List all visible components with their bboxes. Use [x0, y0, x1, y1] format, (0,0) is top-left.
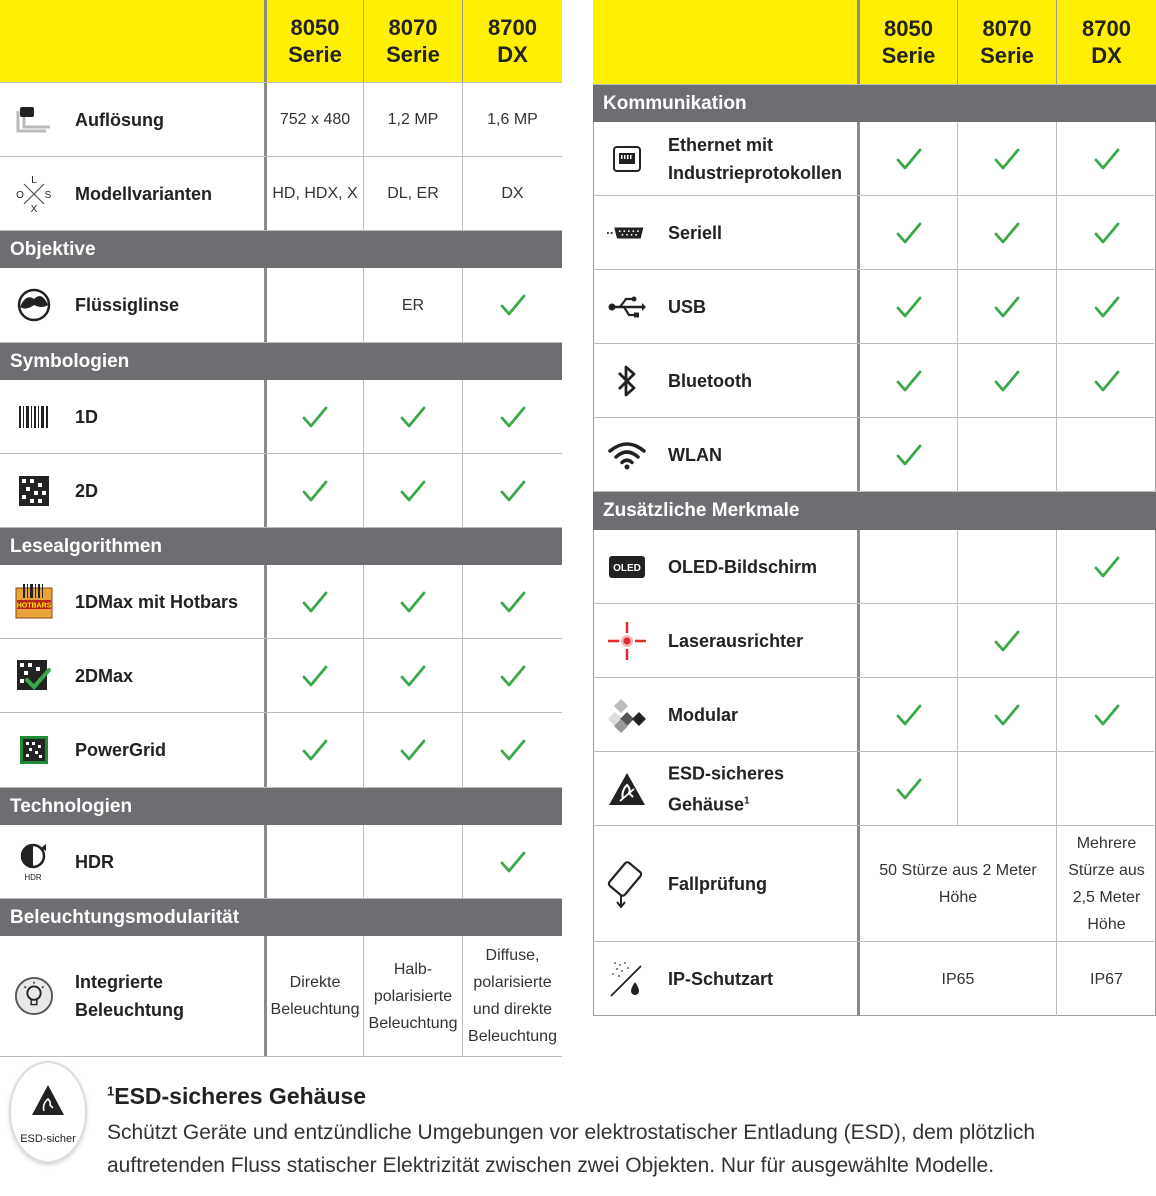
checkmark-icon [896, 220, 922, 246]
row-ethernet [593, 122, 1156, 196]
check-8070 [364, 380, 462, 453]
row-label: Bluetooth [668, 370, 752, 391]
checkmark-icon [896, 294, 922, 320]
check-8700 [463, 565, 562, 638]
checkmark-icon [1094, 702, 1120, 728]
svg-text:HOTBARS: HOTBARS [16, 602, 52, 609]
check-8050 [860, 678, 957, 751]
value-8050: Direkte Beleuchtung [270, 974, 360, 1018]
check-8700 [1057, 270, 1156, 343]
row-label: OLED-Bildschirm [668, 556, 818, 577]
check-8050 [860, 344, 957, 417]
checkmark-icon [302, 589, 328, 615]
row-usb [593, 270, 1156, 344]
modular-icon [607, 698, 647, 732]
check-8700 [463, 268, 562, 342]
row-2dmax [0, 639, 562, 713]
check-8050 [860, 752, 957, 825]
ethernet-port-icon [607, 142, 647, 176]
row-label: 2DMax [75, 665, 134, 686]
row-label: Modellvarianten [75, 183, 213, 204]
check-8050 [267, 454, 363, 527]
check-8070 [958, 678, 1056, 751]
check-8070 [364, 565, 462, 638]
lightbulb-icon [14, 979, 54, 1013]
right-feature-table [593, 0, 1156, 1016]
footnote-title: $^1$ESD-sicheres Gehäuse [107, 1083, 367, 1109]
usb-icon [607, 290, 647, 324]
checkmark-icon [994, 146, 1020, 172]
checkmark-icon [500, 849, 526, 875]
section-kommunikation [593, 85, 1156, 122]
row-1d [0, 380, 562, 454]
checkmark-icon [302, 737, 328, 763]
section-symbologien [0, 343, 562, 380]
value-8070: 1,2 MP [387, 111, 439, 128]
oled-display-icon [607, 550, 647, 584]
checkmark-icon [896, 146, 922, 172]
checkmark-icon [400, 404, 426, 430]
checkmark-icon [500, 404, 526, 430]
row-label: Fallprüfung [668, 873, 767, 894]
row-fluessiglinse [0, 268, 562, 343]
checkmark-icon [400, 737, 426, 763]
hdr-icon [14, 845, 54, 882]
row-1dmax [0, 565, 562, 639]
col-header-8070: 8070 Serie [386, 15, 440, 67]
svg-text:OLED: OLED [613, 562, 641, 574]
footnote-text: Schützt Geräte und entzündliche Umgebungen vor elektrostatischer Entladung (ESD), dem plötzlich auftretenden Fluss statischer Elektrizität zwischen zwei Objekten. Nur für ausgewählte Modelle. [107, 1121, 1035, 1177]
checkmark-icon [1094, 294, 1120, 320]
row-label: 2D [75, 480, 99, 501]
value-8050-8070: IP65 [941, 970, 975, 988]
checkmark-icon [896, 442, 922, 468]
checkmark-icon [400, 478, 426, 504]
row-wlan [593, 418, 1156, 492]
laser-aimer-icon [607, 624, 647, 658]
check-8700 [463, 380, 562, 453]
drop-test-icon [607, 867, 647, 901]
checkmark-icon [994, 628, 1020, 654]
row-integrierte-beleuchtung [0, 936, 562, 1057]
value-8050: 752 x 480 [279, 111, 351, 128]
section-technologien [0, 788, 562, 825]
checkmark-icon [400, 663, 426, 689]
bluetooth-icon [607, 364, 647, 398]
resolution-icon [14, 103, 54, 137]
row-2d [0, 454, 562, 528]
check-8050 [860, 418, 957, 491]
model-variants-icon [14, 174, 54, 214]
section-title: Lesealgorithmen [10, 535, 163, 557]
row-aufloesung [0, 83, 562, 157]
section-title: Kommunikation [603, 92, 747, 114]
row-label: Ethernet mit Industrieprotokollen [668, 134, 843, 183]
row-label: USB [668, 296, 707, 317]
checkmark-icon [1094, 368, 1120, 394]
col-header-8050: 8050 Serie [288, 15, 342, 67]
svg-text:O: O [16, 189, 24, 201]
check-8700 [1057, 122, 1156, 195]
svg-text:L: L [31, 174, 37, 186]
col-header-8070: 8070 Serie [980, 16, 1034, 68]
value-8700: 1,6 MP [487, 111, 538, 128]
section-title: Beleuchtungsmodularität [10, 906, 240, 928]
checkmark-icon [500, 478, 526, 504]
check-8070 [364, 639, 462, 712]
checkmark-icon [302, 478, 328, 504]
checkmark-icon [896, 776, 922, 802]
checkmark-icon [1094, 554, 1120, 580]
check-8050 [860, 270, 957, 343]
row-oled [593, 530, 1156, 604]
check-8070 [958, 604, 1056, 677]
col-header-8700: 8700 DX [1082, 16, 1131, 68]
value-8700: DX [501, 185, 524, 202]
check-8050 [860, 196, 957, 269]
check-8050 [267, 380, 363, 453]
checkmark-icon [500, 589, 526, 615]
svg-text:S: S [44, 189, 52, 201]
row-label: Seriell [668, 222, 723, 243]
row-laserausrichter [593, 604, 1156, 678]
left-feature-table [0, 0, 562, 1057]
checkmark-icon [896, 368, 922, 394]
checkmark-icon [994, 368, 1020, 394]
checkmark-icon [500, 292, 526, 318]
check-8070 [364, 713, 462, 787]
section-lesealgorithmen [0, 528, 562, 565]
section-beleuchtung [0, 899, 562, 936]
checkmark-icon [500, 737, 526, 763]
check-8700 [463, 825, 562, 898]
checkmark-icon [1094, 146, 1120, 172]
row-esd [593, 752, 1156, 826]
checkmark-icon [302, 404, 328, 430]
check-8700 [463, 713, 562, 787]
value-8050-8070: 50 Stürze aus 2 Meter Höhe [879, 861, 1037, 906]
row-label: Laserausrichter [668, 630, 804, 651]
check-8700 [463, 454, 562, 527]
wifi-icon [607, 438, 647, 472]
row-modellvarianten [0, 157, 562, 231]
row-label: WLAN [668, 444, 722, 465]
value-8050: HD, HDX, X [272, 185, 358, 202]
checkmark-icon [500, 663, 526, 689]
section-title: Zusätzliche Merkmale [603, 500, 800, 521]
row-label: Integrierte Beleuchtung [75, 972, 185, 1020]
value-8700: IP67 [1090, 970, 1123, 988]
row-hdr [0, 825, 562, 899]
row-label: Auflösung [75, 109, 164, 130]
section-zusaetzliche-merkmale [593, 492, 1156, 530]
check-8070 [958, 344, 1056, 417]
checkmark-icon [400, 589, 426, 615]
check-8700 [1057, 196, 1156, 269]
checkmark-icon [1094, 220, 1120, 246]
esd-safe-badge [11, 1063, 85, 1161]
check-8050 [267, 639, 363, 712]
check-8050 [267, 565, 363, 638]
row-label: Modular [668, 704, 738, 725]
check-8050 [267, 713, 363, 787]
right-header-row [593, 0, 1156, 85]
value-8700: Mehrere Stürze aus 2,5 Meter Höhe [1068, 834, 1145, 933]
row-label: Flüssiglinse [75, 295, 180, 315]
row-label: IP-Schutzart [668, 969, 774, 989]
row-modular [593, 678, 1156, 752]
value-8070: ER [401, 296, 425, 314]
col-header-8050: 8050 Serie [881, 16, 936, 68]
hotbars-icon [14, 585, 54, 619]
check-8700 [1057, 678, 1156, 751]
row-label: PowerGrid [75, 740, 167, 760]
svg-text:HDR: HDR [24, 872, 42, 882]
section-title: Objektive [10, 238, 96, 260]
row-label: 1D [75, 406, 99, 427]
row-ip-schutzart [593, 942, 1156, 1016]
row-seriell [593, 196, 1156, 270]
check-8050 [860, 122, 957, 195]
barcode-1d-icon [14, 400, 54, 434]
col-header-8700: 8700 DX [488, 15, 537, 67]
check-8700 [463, 639, 562, 712]
serial-port-icon [607, 216, 647, 250]
row-fallpruefung [593, 826, 1156, 942]
ip-rating-icon [607, 962, 647, 996]
liquid-lens-icon [14, 288, 54, 322]
checkmark-icon [896, 702, 922, 728]
powergrid-icon [14, 733, 54, 767]
check-8070 [364, 454, 462, 527]
row-label: 1DMax mit Hotbars [75, 591, 239, 612]
datamatrix-icon [14, 474, 54, 508]
value-8700: Diffuse, polarisierte und direkte Beleuchtung [468, 947, 557, 1045]
check-8700 [1057, 344, 1156, 417]
checkmark-icon [302, 663, 328, 689]
row-bluetooth [593, 344, 1156, 418]
check-8070 [958, 122, 1056, 195]
row-powergrid [0, 713, 562, 788]
section-title: Technologien [10, 795, 133, 817]
badge-label: ESD-sicher [20, 1133, 76, 1145]
row-label: HDR [75, 851, 114, 872]
check-8700 [1057, 530, 1156, 603]
value-8070: Halb- polarisierte Beleuchtung [368, 960, 458, 1032]
check-8070 [958, 196, 1056, 269]
value-8070: DL, ER [387, 185, 439, 202]
left-header-row [0, 0, 562, 83]
datamatrix-check-icon [14, 659, 54, 693]
check-8070 [958, 270, 1056, 343]
esd-warning-icon [607, 772, 647, 806]
section-title: Symbologien [10, 350, 130, 372]
svg-text:X: X [30, 203, 38, 214]
checkmark-icon [994, 220, 1020, 246]
section-objektive [0, 231, 562, 268]
checkmark-icon [994, 702, 1020, 728]
checkmark-icon [994, 294, 1020, 320]
row-label: ESD-sicheres Gehäuse$^1$ [668, 763, 785, 814]
